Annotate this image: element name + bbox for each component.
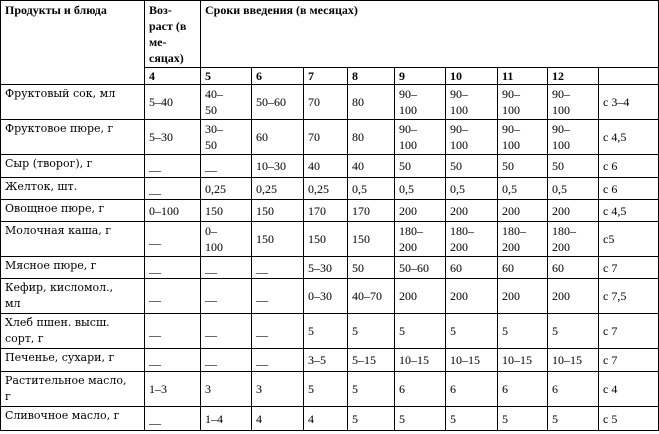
amount-cell: 0,5 <box>498 178 548 200</box>
amount-cell: 80 <box>348 120 395 155</box>
amount-cell: 200 <box>446 200 498 222</box>
product-name: Кефир, кисломол., мл <box>1 279 145 314</box>
amount-cell: 200 <box>446 279 498 314</box>
amount-cell: 150 <box>304 222 348 257</box>
amount-cell: 3–5 <box>304 349 348 372</box>
product-name: Мясное пюре, г <box>1 257 145 279</box>
amount-cell: 5 <box>348 314 395 349</box>
amount-cell: __ <box>145 222 201 257</box>
amount-cell: 10–15 <box>446 349 498 372</box>
amount-cell: __ <box>201 279 252 314</box>
amount-cell: 70 <box>304 85 348 120</box>
amount-cell: 1–4 <box>201 407 252 431</box>
product-name: Желток, шт. <box>1 178 145 200</box>
table-row <box>1 349 659 372</box>
header-products: Продукты и блюда <box>1 1 145 85</box>
table-row <box>1 257 659 279</box>
amount-cell: __ <box>201 349 252 372</box>
amount-cell: 50 <box>348 257 395 279</box>
amount-cell: 5 <box>548 407 599 431</box>
amount-cell: 5 <box>498 314 548 349</box>
month-header: 4 <box>145 68 201 85</box>
amount-cell: 10–15 <box>498 349 548 372</box>
amount-cell: 0,25 <box>252 178 304 200</box>
amount-cell: __ <box>145 257 201 279</box>
amount-cell: 5 <box>348 407 395 431</box>
start-month-cell: с 6 <box>599 155 659 178</box>
amount-cell: 3 <box>201 372 252 407</box>
start-month-cell: с 4,5 <box>599 120 659 155</box>
month-header: 12 <box>548 68 599 85</box>
amount-cell: __ <box>145 349 201 372</box>
amount-cell: 50–60 <box>395 257 446 279</box>
amount-cell: 0–100 <box>145 200 201 222</box>
amount-cell: 6 <box>498 372 548 407</box>
amount-cell: 40 <box>304 155 348 178</box>
month-header: 10 <box>446 68 498 85</box>
amount-cell: 50 <box>498 155 548 178</box>
amount-cell: 80 <box>348 85 395 120</box>
amount-cell: __ <box>252 257 304 279</box>
start-month-cell: с 7 <box>599 257 659 279</box>
start-month-cell: с 7 <box>599 314 659 349</box>
amount-cell: 10–30 <box>252 155 304 178</box>
amount-cell: 4 <box>252 407 304 431</box>
start-month-cell: с 7,5 <box>599 279 659 314</box>
amount-cell: 30– 50 <box>201 120 252 155</box>
amount-cell: __ <box>145 314 201 349</box>
month-header: 6 <box>252 68 304 85</box>
amount-cell: __ <box>145 407 201 431</box>
amount-cell: 0,5 <box>446 178 498 200</box>
table-row <box>1 372 659 407</box>
amount-cell: __ <box>252 279 304 314</box>
month-header <box>599 68 659 85</box>
start-month-cell: с5 <box>599 222 659 257</box>
amount-cell: 0,5 <box>548 178 599 200</box>
amount-cell: 0,5 <box>395 178 446 200</box>
amount-cell: 60 <box>252 120 304 155</box>
amount-cell: __ <box>252 349 304 372</box>
amount-cell: 150 <box>348 222 395 257</box>
amount-cell: __ <box>145 155 201 178</box>
amount-cell: 170 <box>348 200 395 222</box>
table-row <box>1 222 659 257</box>
amount-cell: 60 <box>498 257 548 279</box>
amount-cell: 150 <box>252 200 304 222</box>
table-row <box>1 85 659 120</box>
start-month-cell: с 7 <box>599 349 659 372</box>
amount-cell: 4 <box>304 407 348 431</box>
product-name: Фруктовое пюре, г <box>1 120 145 155</box>
amount-cell: 60 <box>446 257 498 279</box>
amount-cell: 40–70 <box>348 279 395 314</box>
amount-cell: __ <box>145 279 201 314</box>
amount-cell: 0–30 <box>304 279 348 314</box>
amount-cell: 50 <box>548 155 599 178</box>
amount-cell: 6 <box>395 372 446 407</box>
amount-cell: 200 <box>548 279 599 314</box>
amount-cell: 5 <box>446 314 498 349</box>
product-name: Овощное пюре, г <box>1 200 145 222</box>
amount-cell: 5–15 <box>348 349 395 372</box>
amount-cell: 40 <box>348 155 395 178</box>
amount-cell: 90– 100 <box>548 120 599 155</box>
product-name: Молочная каша, г <box>1 222 145 257</box>
amount-cell: 3 <box>252 372 304 407</box>
amount-cell: 200 <box>395 279 446 314</box>
amount-cell: __ <box>201 155 252 178</box>
amount-cell: 1–3 <box>145 372 201 407</box>
start-month-cell: с 4 <box>599 372 659 407</box>
table-row <box>1 155 659 178</box>
amount-cell: 180– 200 <box>548 222 599 257</box>
table-row <box>1 120 659 155</box>
product-name: Сыр (творог), г <box>1 155 145 178</box>
amount-cell: 180– 200 <box>498 222 548 257</box>
product-name: Хлеб пшен. высш. сорт, г <box>1 314 145 349</box>
amount-cell: 90– 100 <box>395 120 446 155</box>
table-row <box>1 314 659 349</box>
amount-cell: 0,5 <box>348 178 395 200</box>
amount-cell: 5–30 <box>145 120 201 155</box>
amount-cell: 90– 100 <box>498 85 548 120</box>
amount-cell: 170 <box>304 200 348 222</box>
amount-cell: 90– 100 <box>446 120 498 155</box>
product-name: Сливочное масло, г <box>1 407 145 431</box>
month-header: 5 <box>201 68 252 85</box>
table-row <box>1 407 659 431</box>
amount-cell: 40– 50 <box>201 85 252 120</box>
amount-cell: 70 <box>304 120 348 155</box>
header-terms: Сроки введения (в месяцах) <box>201 1 659 68</box>
amount-cell: 180– 200 <box>446 222 498 257</box>
product-name: Растительное масло, г <box>1 372 145 407</box>
amount-cell: 200 <box>498 279 548 314</box>
amount-cell: 50 <box>446 155 498 178</box>
amount-cell: 90– 100 <box>498 120 548 155</box>
amount-cell: __ <box>252 314 304 349</box>
amount-cell: 50 <box>395 155 446 178</box>
table-row <box>1 178 659 200</box>
start-month-cell: с 6 <box>599 178 659 200</box>
amount-cell: 50–60 <box>252 85 304 120</box>
amount-cell: 5 <box>304 372 348 407</box>
amount-cell: 5 <box>395 314 446 349</box>
amount-cell: 5–40 <box>145 85 201 120</box>
amount-cell: 90– 100 <box>548 85 599 120</box>
amount-cell: 5 <box>304 314 348 349</box>
amount-cell: 200 <box>548 200 599 222</box>
amount-cell: 5 <box>548 314 599 349</box>
amount-cell: 90– 100 <box>395 85 446 120</box>
amount-cell: 5 <box>348 372 395 407</box>
amount-cell: 10–15 <box>548 349 599 372</box>
amount-cell: 90– 100 <box>446 85 498 120</box>
amount-cell: 200 <box>395 200 446 222</box>
amount-cell: 5 <box>446 407 498 431</box>
product-name: Фруктовый сок, мл <box>1 85 145 120</box>
amount-cell: 6 <box>446 372 498 407</box>
amount-cell: 180– 200 <box>395 222 446 257</box>
amount-cell: 0,25 <box>201 178 252 200</box>
amount-cell: 200 <box>498 200 548 222</box>
header-age: Воз- раст (в ме- сяцах) <box>145 1 201 68</box>
amount-cell: __ <box>201 314 252 349</box>
amount-cell: __ <box>201 257 252 279</box>
amount-cell: 0,25 <box>304 178 348 200</box>
amount-cell: 0– 100 <box>201 222 252 257</box>
amount-cell: 60 <box>548 257 599 279</box>
amount-cell: __ <box>145 178 201 200</box>
table-row <box>1 200 659 222</box>
month-header: 7 <box>304 68 348 85</box>
month-header: 11 <box>498 68 548 85</box>
start-month-cell: с 3–4 <box>599 85 659 120</box>
month-header: 8 <box>348 68 395 85</box>
product-name: Печенье, сухари, г <box>1 349 145 372</box>
amount-cell: 5–30 <box>304 257 348 279</box>
amount-cell: 150 <box>252 222 304 257</box>
amount-cell: 5 <box>498 407 548 431</box>
start-month-cell: с 5 <box>599 407 659 431</box>
amount-cell: 10–15 <box>395 349 446 372</box>
start-month-cell: с 4,5 <box>599 200 659 222</box>
table-row <box>1 279 659 314</box>
amount-cell: 5 <box>395 407 446 431</box>
month-header: 9 <box>395 68 446 85</box>
amount-cell: 6 <box>548 372 599 407</box>
amount-cell: 150 <box>201 200 252 222</box>
